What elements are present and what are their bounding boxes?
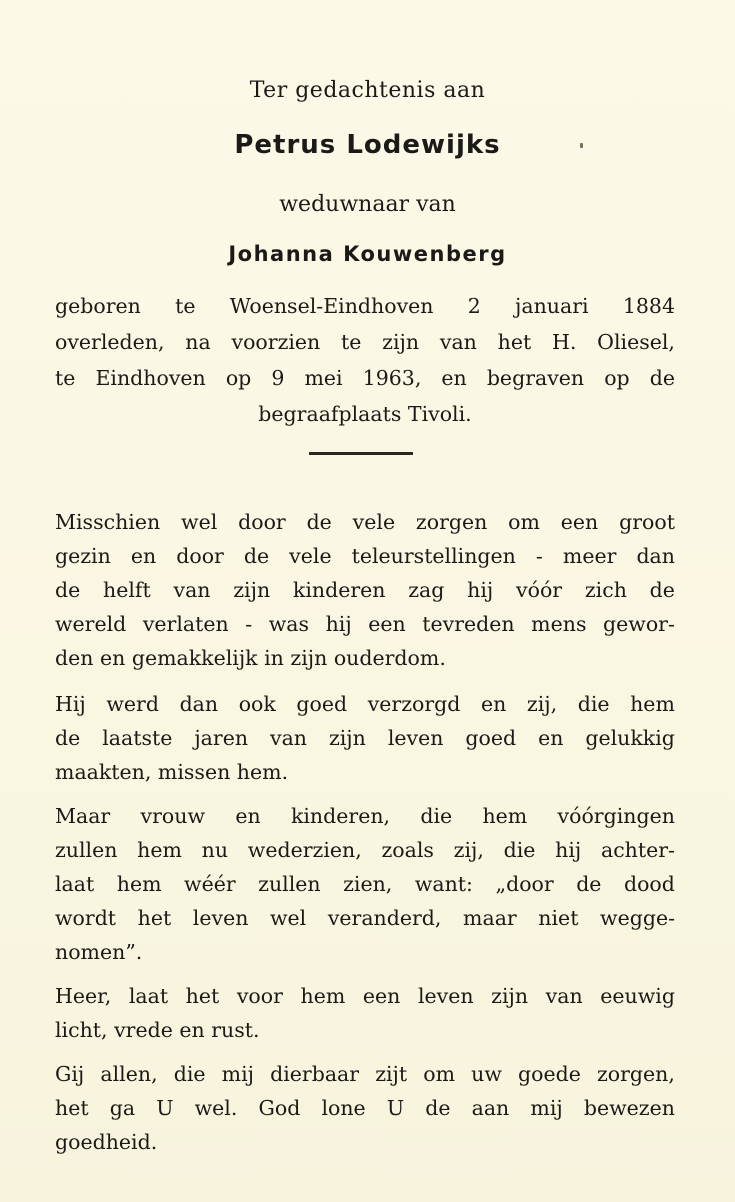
word: wederzien,	[247, 838, 362, 862]
word: het	[137, 906, 172, 930]
word: mei	[304, 366, 343, 390]
word: zijn	[382, 330, 420, 354]
word: te	[175, 294, 196, 318]
word: de	[55, 578, 81, 602]
text-line	[55, 641, 675, 675]
text-line	[55, 288, 675, 324]
word: achter-	[600, 838, 675, 862]
word: en	[480, 692, 507, 716]
word: ook	[238, 692, 276, 716]
word: leven	[417, 984, 474, 1008]
text-line	[55, 687, 675, 721]
word: de	[649, 578, 675, 602]
word: U	[156, 1096, 174, 1120]
word: Misschien	[55, 510, 161, 534]
word: wéér	[184, 872, 236, 896]
text-line	[55, 833, 675, 867]
word: laat	[55, 872, 95, 896]
widower-of-text: weduwnaar van	[279, 192, 456, 217]
text-line	[55, 935, 675, 969]
text-line	[55, 573, 675, 607]
text-line	[55, 324, 675, 360]
word: overleden,	[55, 330, 165, 354]
word: vele	[352, 510, 396, 534]
word: een	[362, 984, 401, 1008]
word: zijt	[375, 1062, 408, 1086]
divider-rule	[309, 452, 413, 455]
word: eeuwig	[600, 984, 675, 1008]
word: Gij	[55, 1062, 85, 1086]
word: en	[130, 544, 157, 568]
word: 2	[467, 294, 481, 318]
word: de	[306, 510, 332, 534]
word: om	[508, 510, 540, 534]
word: teleurstellingen	[351, 544, 516, 568]
word: het	[55, 1096, 89, 1120]
word: tevreden	[422, 612, 515, 636]
word: hem	[482, 804, 528, 828]
word: goede	[518, 1062, 581, 1086]
word: van	[269, 726, 307, 750]
word: wegge-	[600, 906, 675, 930]
word: de	[55, 726, 81, 750]
paragraph-5	[55, 1057, 675, 1159]
paragraph-3	[55, 799, 675, 969]
word: hem	[137, 838, 182, 862]
word: -	[245, 612, 253, 636]
word: goed	[296, 692, 348, 716]
word: hij	[325, 612, 352, 636]
word: leven	[192, 906, 249, 930]
word: begraafplaats Tivoli.	[258, 402, 472, 426]
word: voorzien	[231, 330, 321, 354]
word: te	[341, 330, 362, 354]
text-line	[55, 867, 675, 901]
word: „door	[495, 872, 554, 896]
word: voor	[236, 984, 283, 1008]
word: vrouw	[140, 804, 206, 828]
paragraph-2	[55, 687, 675, 789]
word: van	[173, 578, 211, 602]
word: van	[439, 330, 477, 354]
word: dood	[623, 872, 675, 896]
word: zag	[408, 578, 445, 602]
word: zij,	[526, 692, 558, 716]
word: uw	[471, 1062, 502, 1086]
word: gelukkig	[585, 726, 675, 750]
word: 1884	[622, 294, 675, 318]
word: mens	[531, 612, 587, 636]
word: vóórgingen	[557, 804, 675, 828]
text-line	[55, 539, 675, 573]
word: lone	[321, 1096, 366, 1120]
word: het	[497, 330, 532, 354]
word: laat	[128, 984, 169, 1008]
word: H.	[551, 330, 577, 354]
word: Oliesel,	[597, 330, 675, 354]
word: Hij	[55, 692, 86, 716]
text-line	[55, 1125, 675, 1159]
word: verlaten	[142, 612, 229, 636]
word: begraven	[486, 366, 585, 390]
word: en	[441, 366, 467, 390]
word: wel.	[194, 1096, 238, 1120]
word: zullen	[55, 838, 118, 862]
word: laatste	[102, 726, 173, 750]
word: door	[176, 544, 224, 568]
word: die	[503, 838, 536, 862]
word: -	[535, 544, 543, 568]
word: vóór	[516, 578, 563, 602]
word: gewor-	[603, 612, 675, 636]
word: gezin	[55, 544, 111, 568]
word: helft	[103, 578, 151, 602]
word: zijn	[491, 984, 529, 1008]
paragraph-4	[55, 979, 675, 1047]
word: den en gemakkelijk in zijn ouderdom.	[55, 646, 446, 670]
word: dan	[636, 544, 675, 568]
word: Maar	[55, 804, 111, 828]
text-line	[55, 396, 675, 432]
word: om	[423, 1062, 456, 1086]
text-line	[55, 755, 675, 789]
word: de	[649, 366, 675, 390]
word: aan	[471, 1096, 510, 1120]
word: zoals	[381, 838, 434, 862]
word: een	[560, 510, 599, 534]
text-line	[55, 505, 675, 539]
word: zien,	[343, 872, 393, 896]
word: werd	[106, 692, 159, 716]
deceased-name: Petrus Lodewijks	[234, 130, 501, 160]
word: God	[258, 1096, 301, 1120]
word: na	[185, 330, 211, 354]
text-line	[55, 1091, 675, 1125]
word: zijn	[328, 726, 366, 750]
word: nomen”.	[55, 940, 143, 964]
text-line	[55, 1057, 675, 1091]
word: hem	[300, 984, 346, 1008]
word: dan	[179, 692, 219, 716]
text-line	[55, 721, 675, 755]
text-line	[55, 799, 675, 833]
word: hij	[467, 578, 494, 602]
word: het	[185, 984, 220, 1008]
word: te	[55, 366, 76, 390]
word: want:	[414, 872, 473, 896]
word: Eindhoven	[95, 366, 206, 390]
word: Woensel-Eindhoven	[229, 294, 434, 318]
word: zullen	[258, 872, 321, 896]
word: zij,	[453, 838, 484, 862]
word: op	[604, 366, 630, 390]
word: goed	[465, 726, 517, 750]
word: die	[577, 692, 610, 716]
word: wel	[181, 510, 218, 534]
word: 9	[271, 366, 285, 390]
word: maakten, missen hem.	[55, 760, 289, 784]
word: allen,	[100, 1062, 158, 1086]
word: dierbaar	[270, 1062, 360, 1086]
word: zorgen	[415, 510, 488, 534]
word: hem	[630, 692, 675, 716]
word: mij	[530, 1096, 563, 1120]
word: goedheid.	[55, 1130, 158, 1154]
word: U	[386, 1096, 405, 1120]
word: hem	[116, 872, 162, 896]
word: kinderen	[292, 578, 386, 602]
word: door	[238, 510, 286, 534]
word: leven	[387, 726, 444, 750]
word: geboren	[55, 294, 141, 318]
word: licht, vrede en rust.	[55, 1018, 260, 1042]
word: mij	[221, 1062, 254, 1086]
word: jaren	[194, 726, 249, 750]
text-line	[55, 360, 675, 396]
word: groot	[619, 510, 675, 534]
word: van	[545, 984, 583, 1008]
word: de	[576, 872, 602, 896]
word: en	[235, 804, 261, 828]
word: 1963,	[362, 366, 422, 390]
word: zorgen,	[596, 1062, 675, 1086]
spouse-name: Johanna Kouwenberg	[228, 242, 507, 266]
word: de	[425, 1096, 451, 1120]
word: vele	[289, 544, 332, 568]
text-line	[55, 901, 675, 935]
word: een	[368, 612, 406, 636]
print-speck	[580, 143, 583, 148]
word: maar	[463, 906, 517, 930]
word: zich	[584, 578, 627, 602]
word: niet	[538, 906, 579, 930]
word: die	[420, 804, 453, 828]
text-line	[55, 979, 675, 1013]
text-line	[55, 607, 675, 641]
paragraph-1	[55, 505, 675, 675]
word: verzorgd	[367, 692, 461, 716]
word: Heer,	[55, 984, 112, 1008]
word: meer	[562, 544, 617, 568]
word: kinderen,	[290, 804, 391, 828]
word: bewezen	[583, 1096, 675, 1120]
intro-text: Ter gedachtenis aan	[249, 78, 486, 103]
text-line	[55, 1013, 675, 1047]
word: de	[243, 544, 270, 568]
word: veranderd,	[327, 906, 442, 930]
word: januari	[515, 294, 589, 318]
word: wereld	[55, 612, 127, 636]
biography-block	[55, 288, 675, 432]
word: wel	[269, 906, 307, 930]
word: ga	[109, 1096, 136, 1120]
word: hij	[555, 838, 582, 862]
word: op	[225, 366, 252, 390]
word: en	[538, 726, 564, 750]
word: nu	[201, 838, 229, 862]
word: zijn	[233, 578, 271, 602]
word: die	[173, 1062, 206, 1086]
word: was	[268, 612, 310, 636]
word: wordt	[55, 906, 117, 930]
